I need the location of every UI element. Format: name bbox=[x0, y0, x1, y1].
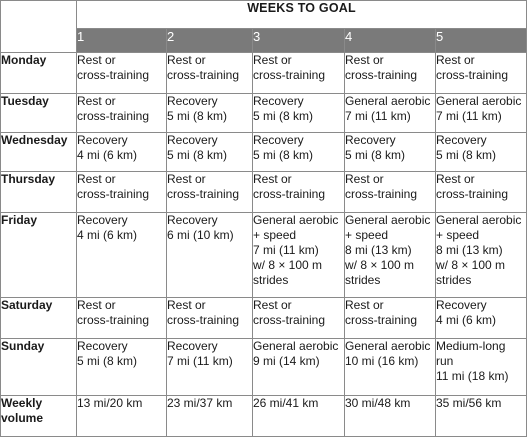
workout-line: Rest or bbox=[77, 172, 116, 186]
workout-line: Recovery bbox=[77, 133, 128, 147]
workout-line: Rest or bbox=[253, 172, 292, 186]
workout-line: General aerobic bbox=[345, 213, 431, 227]
row-label-line: Friday bbox=[1, 213, 38, 227]
workout-cell bbox=[253, 339, 345, 396]
workout-line: Medium-long bbox=[436, 339, 506, 353]
week-header: 2 bbox=[167, 29, 253, 53]
row-label bbox=[1, 213, 77, 298]
workout-cell bbox=[253, 396, 345, 437]
workout-line: 11 mi (18 km) bbox=[436, 369, 509, 383]
workout-line: 4 mi (6 km) bbox=[77, 228, 137, 242]
workout-cell bbox=[167, 213, 253, 298]
workout-line: Rest or bbox=[77, 53, 116, 67]
row-label-line: Weekly bbox=[1, 396, 43, 410]
workout-cell bbox=[253, 133, 345, 172]
workout-line: 23 mi/37 km bbox=[167, 396, 233, 410]
workout-cell bbox=[77, 133, 167, 172]
workout-cell bbox=[436, 172, 527, 213]
workout-line: cross-training bbox=[253, 313, 326, 327]
workout-line: 5 mi (8 km) bbox=[253, 148, 313, 162]
workout-line: 7 mi (11 km) bbox=[167, 354, 233, 368]
workout-cell bbox=[167, 339, 253, 396]
table-row bbox=[1, 298, 527, 339]
workout-line: 5 mi (8 km) bbox=[345, 148, 405, 162]
workout-line: w/ 8 × 100 m bbox=[436, 258, 506, 272]
workout-line: 26 mi/41 km bbox=[253, 396, 319, 410]
week-header: 3 bbox=[253, 29, 345, 53]
workout-cell bbox=[77, 339, 167, 396]
workout-cell bbox=[345, 94, 436, 133]
workout-line: cross-training bbox=[345, 68, 418, 82]
workout-line: 6 mi (10 km) bbox=[167, 228, 234, 242]
row-label bbox=[1, 133, 77, 172]
row-label bbox=[1, 172, 77, 213]
workout-cell bbox=[436, 339, 527, 396]
workout-line: cross-training bbox=[345, 187, 418, 201]
workout-line: 10 mi (16 km) bbox=[345, 354, 419, 368]
table-row bbox=[1, 133, 527, 172]
workout-line: Recovery bbox=[167, 94, 218, 108]
workout-cell bbox=[345, 298, 436, 339]
row-label bbox=[1, 339, 77, 396]
workout-cell bbox=[436, 53, 527, 94]
workout-line: Rest or bbox=[253, 298, 292, 312]
workout-line: Recovery bbox=[253, 94, 304, 108]
workout-line: General aerobic bbox=[436, 213, 522, 227]
workout-cell bbox=[436, 133, 527, 172]
workout-line: 5 mi (8 km) bbox=[167, 148, 227, 162]
workout-line: strides bbox=[253, 273, 289, 287]
workout-line: Recovery bbox=[167, 213, 218, 227]
workout-cell bbox=[77, 53, 167, 94]
workout-line: 7 mi (11 km) bbox=[436, 109, 502, 123]
workout-line: Recovery bbox=[436, 298, 487, 312]
workout-line: Recovery bbox=[345, 133, 396, 147]
workout-cell bbox=[77, 172, 167, 213]
workout-line: Rest or bbox=[253, 53, 292, 67]
workout-line: w/ 8 × 100 m bbox=[253, 258, 323, 272]
workout-line: cross-training bbox=[77, 313, 150, 327]
workout-line: Rest or bbox=[167, 53, 206, 67]
workout-line: 13 mi/20 km bbox=[77, 396, 143, 410]
row-label bbox=[1, 94, 77, 133]
workout-line: strides bbox=[436, 273, 472, 287]
week-header: 1 bbox=[77, 29, 167, 53]
workout-line: 8 mi (13 km) bbox=[345, 243, 412, 257]
workout-cell bbox=[345, 339, 436, 396]
workout-line: Recovery bbox=[436, 133, 487, 147]
workout-line: 5 mi (8 km) bbox=[253, 109, 313, 123]
workout-line: Rest or bbox=[167, 172, 206, 186]
workout-cell bbox=[436, 94, 527, 133]
workout-line: 4 mi (6 km) bbox=[436, 313, 496, 327]
workout-line: General aerobic bbox=[345, 339, 431, 353]
table-title: WEEKS TO GOAL bbox=[77, 1, 527, 29]
workout-cell bbox=[253, 213, 345, 298]
row-label-line: volume bbox=[1, 411, 44, 425]
corner-cell bbox=[1, 1, 77, 53]
workout-line: w/ 8 × 100 m bbox=[345, 258, 415, 272]
week-header-row bbox=[1, 29, 527, 53]
row-label-line: Monday bbox=[1, 53, 47, 67]
workout-line: General aerobic bbox=[345, 94, 431, 108]
workout-line: 30 mi/48 km bbox=[345, 396, 411, 410]
row-label bbox=[1, 396, 77, 437]
row-label-line: Wednesday bbox=[1, 133, 68, 147]
row-label-line: Saturday bbox=[1, 298, 53, 312]
workout-line: 8 mi (13 km) bbox=[436, 243, 503, 257]
workout-line: 5 mi (8 km) bbox=[77, 354, 137, 368]
workout-line: cross-training bbox=[436, 187, 509, 201]
workout-line: Rest or bbox=[436, 53, 475, 67]
workout-line: Recovery bbox=[167, 133, 218, 147]
workout-line: 4 mi (6 km) bbox=[77, 148, 137, 162]
workout-cell bbox=[167, 172, 253, 213]
workout-line: 5 mi (8 km) bbox=[436, 148, 496, 162]
workout-cell bbox=[345, 133, 436, 172]
workout-cell bbox=[436, 298, 527, 339]
workout-line: cross-training bbox=[436, 68, 509, 82]
workout-cell bbox=[345, 396, 436, 437]
workout-line: Rest or bbox=[345, 172, 384, 186]
workout-cell bbox=[253, 94, 345, 133]
table-row bbox=[1, 94, 527, 133]
workout-line: 9 mi (14 km) bbox=[253, 354, 320, 368]
workout-cell bbox=[77, 94, 167, 133]
workout-line: 7 mi (11 km) bbox=[253, 243, 319, 257]
workout-cell bbox=[167, 133, 253, 172]
workout-cell bbox=[167, 396, 253, 437]
workout-cell bbox=[253, 53, 345, 94]
workout-cell bbox=[167, 53, 253, 94]
workout-line: cross-training bbox=[167, 68, 240, 82]
workout-cell bbox=[253, 172, 345, 213]
workout-line: General aerobic bbox=[436, 94, 522, 108]
schedule-body bbox=[1, 53, 527, 437]
workout-cell bbox=[253, 298, 345, 339]
workout-line: Recovery bbox=[253, 133, 304, 147]
table-row bbox=[1, 396, 527, 437]
workout-line: 7 mi (11 km) bbox=[345, 109, 411, 123]
table-row bbox=[1, 213, 527, 298]
workout-cell bbox=[345, 213, 436, 298]
workout-cell bbox=[345, 172, 436, 213]
week-header: 5 bbox=[436, 29, 527, 53]
workout-line: cross-training bbox=[253, 187, 326, 201]
row-label-line: Thursday bbox=[1, 172, 56, 186]
workout-line: cross-training bbox=[167, 187, 240, 201]
title-row bbox=[1, 1, 527, 29]
workout-line: cross-training bbox=[77, 187, 150, 201]
workout-line: run bbox=[436, 354, 454, 368]
week-header: 4 bbox=[345, 29, 436, 53]
workout-line: cross-training bbox=[167, 313, 240, 327]
row-label bbox=[1, 53, 77, 94]
workout-line: 5 mi (8 km) bbox=[167, 109, 227, 123]
workout-line: Recovery bbox=[77, 339, 128, 353]
workout-line: Rest or bbox=[345, 53, 384, 67]
workout-line: + speed bbox=[345, 228, 389, 242]
workout-line: cross-training bbox=[77, 68, 150, 82]
table-row bbox=[1, 53, 527, 94]
workout-line: + speed bbox=[253, 228, 297, 242]
workout-cell bbox=[167, 298, 253, 339]
workout-line: Rest or bbox=[77, 94, 116, 108]
workout-line: strides bbox=[345, 273, 381, 287]
workout-line: cross-training bbox=[345, 313, 418, 327]
workout-line: Rest or bbox=[77, 298, 116, 312]
workout-cell bbox=[436, 213, 527, 298]
workout-line: Rest or bbox=[167, 298, 206, 312]
workout-line: cross-training bbox=[253, 68, 326, 82]
workout-cell bbox=[345, 53, 436, 94]
workout-line: + speed bbox=[436, 228, 480, 242]
workout-cell bbox=[77, 298, 167, 339]
table-row bbox=[1, 339, 527, 396]
workout-line: Recovery bbox=[77, 213, 128, 227]
workout-cell bbox=[167, 94, 253, 133]
workout-line: General aerobic bbox=[253, 213, 339, 227]
row-label-line: Tuesday bbox=[1, 94, 49, 108]
workout-cell bbox=[77, 396, 167, 437]
workout-line: General aerobic bbox=[253, 339, 339, 353]
workout-line: cross-training bbox=[77, 109, 150, 123]
workout-cell bbox=[436, 396, 527, 437]
workout-line: Rest or bbox=[436, 172, 475, 186]
table-row bbox=[1, 172, 527, 213]
row-label-line: Sunday bbox=[1, 339, 45, 353]
workout-line: Recovery bbox=[167, 339, 218, 353]
workout-line: 35 mi/56 km bbox=[436, 396, 502, 410]
workout-line: Rest or bbox=[345, 298, 384, 312]
workout-cell bbox=[77, 213, 167, 298]
row-label bbox=[1, 298, 77, 339]
